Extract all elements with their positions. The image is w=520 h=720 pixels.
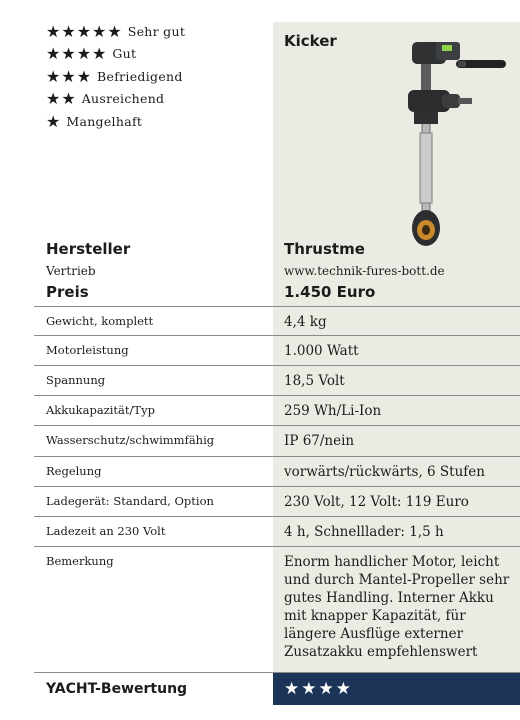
spec-value: 230 Volt, 12 Volt: 119 Euro xyxy=(284,494,469,510)
table-row xyxy=(34,546,520,680)
spec-label: Spannung xyxy=(46,373,106,387)
spec-value: vorwärts/rückwärts, 6 Stufen xyxy=(284,464,485,480)
table-row xyxy=(34,516,520,546)
legend-label: Gut xyxy=(112,46,137,62)
spec-value: 4 h, Schnelllader: 1,5 h xyxy=(284,524,444,540)
vertrieb-value: www.technik-fures-bott.de xyxy=(284,264,445,278)
spec-value: IP 67/nein xyxy=(284,433,355,449)
spec-table xyxy=(34,306,520,680)
preis-value: 1.450 Euro xyxy=(284,283,376,301)
outboard-motor-image xyxy=(398,38,513,250)
product-category: Kicker xyxy=(284,32,337,50)
table-row xyxy=(34,335,520,365)
legend-row-4 xyxy=(46,43,185,66)
legend-row-5 xyxy=(46,20,185,43)
legend-row-1 xyxy=(46,110,185,133)
stars-5: ★★★★★ xyxy=(46,21,123,41)
stars-4: ★★★★ xyxy=(46,44,108,64)
spec-label: Ladegerät: Standard, Option xyxy=(46,494,214,508)
spec-value: 259 Wh/Li-Ion xyxy=(284,403,382,419)
spec-value: Enorm handlicher Motor, leicht und durch Mantel-Propeller sehr gutes Handling. Interner Akku mit knapper Kapazität, für längere Ausflüge externer Zusatzakku empfehlenswert xyxy=(284,554,510,660)
legend-label: Mangelhaft xyxy=(66,113,143,129)
rating-stars: ★★★★ xyxy=(273,673,520,705)
hersteller-value: Thrustme xyxy=(284,240,365,258)
hersteller-label: Hersteller xyxy=(46,240,131,258)
table-row xyxy=(34,456,520,486)
spec-label: Wasserschutz/schwimmfähig xyxy=(46,433,215,447)
table-row xyxy=(34,365,520,395)
legend-row-3 xyxy=(46,65,185,88)
preis-label: Preis xyxy=(46,283,89,301)
spec-label: Gewicht, komplett xyxy=(46,314,154,328)
table-row xyxy=(34,395,520,425)
spec-value: 18,5 Volt xyxy=(284,373,345,389)
spec-label: Regelung xyxy=(46,464,102,478)
spec-label: Akkukapazität/Typ xyxy=(46,403,155,417)
stars-3: ★★★ xyxy=(46,66,93,86)
stars-1: ★ xyxy=(46,111,62,131)
legend-row-2 xyxy=(46,88,185,111)
legend-label: Sehr gut xyxy=(127,23,186,39)
spec-value: 1.000 Watt xyxy=(284,343,359,359)
rating-label: YACHT-Bewertung xyxy=(46,681,188,697)
table-row xyxy=(34,306,520,335)
legend-label: Ausreichend xyxy=(81,91,165,107)
spec-label: Ladezeit an 230 Volt xyxy=(46,524,166,538)
spec-label: Motorleistung xyxy=(46,343,129,357)
table-row xyxy=(34,486,520,516)
vertrieb-label: Vertrieb xyxy=(46,264,96,278)
yacht-rating xyxy=(34,672,520,705)
rating-legend xyxy=(46,20,185,133)
legend-label: Befriedigend xyxy=(97,68,183,84)
stars-2: ★★ xyxy=(46,89,77,109)
spec-value: 4,4 kg xyxy=(284,314,327,330)
spec-label: Bemerkung xyxy=(46,554,114,568)
table-row xyxy=(34,425,520,456)
